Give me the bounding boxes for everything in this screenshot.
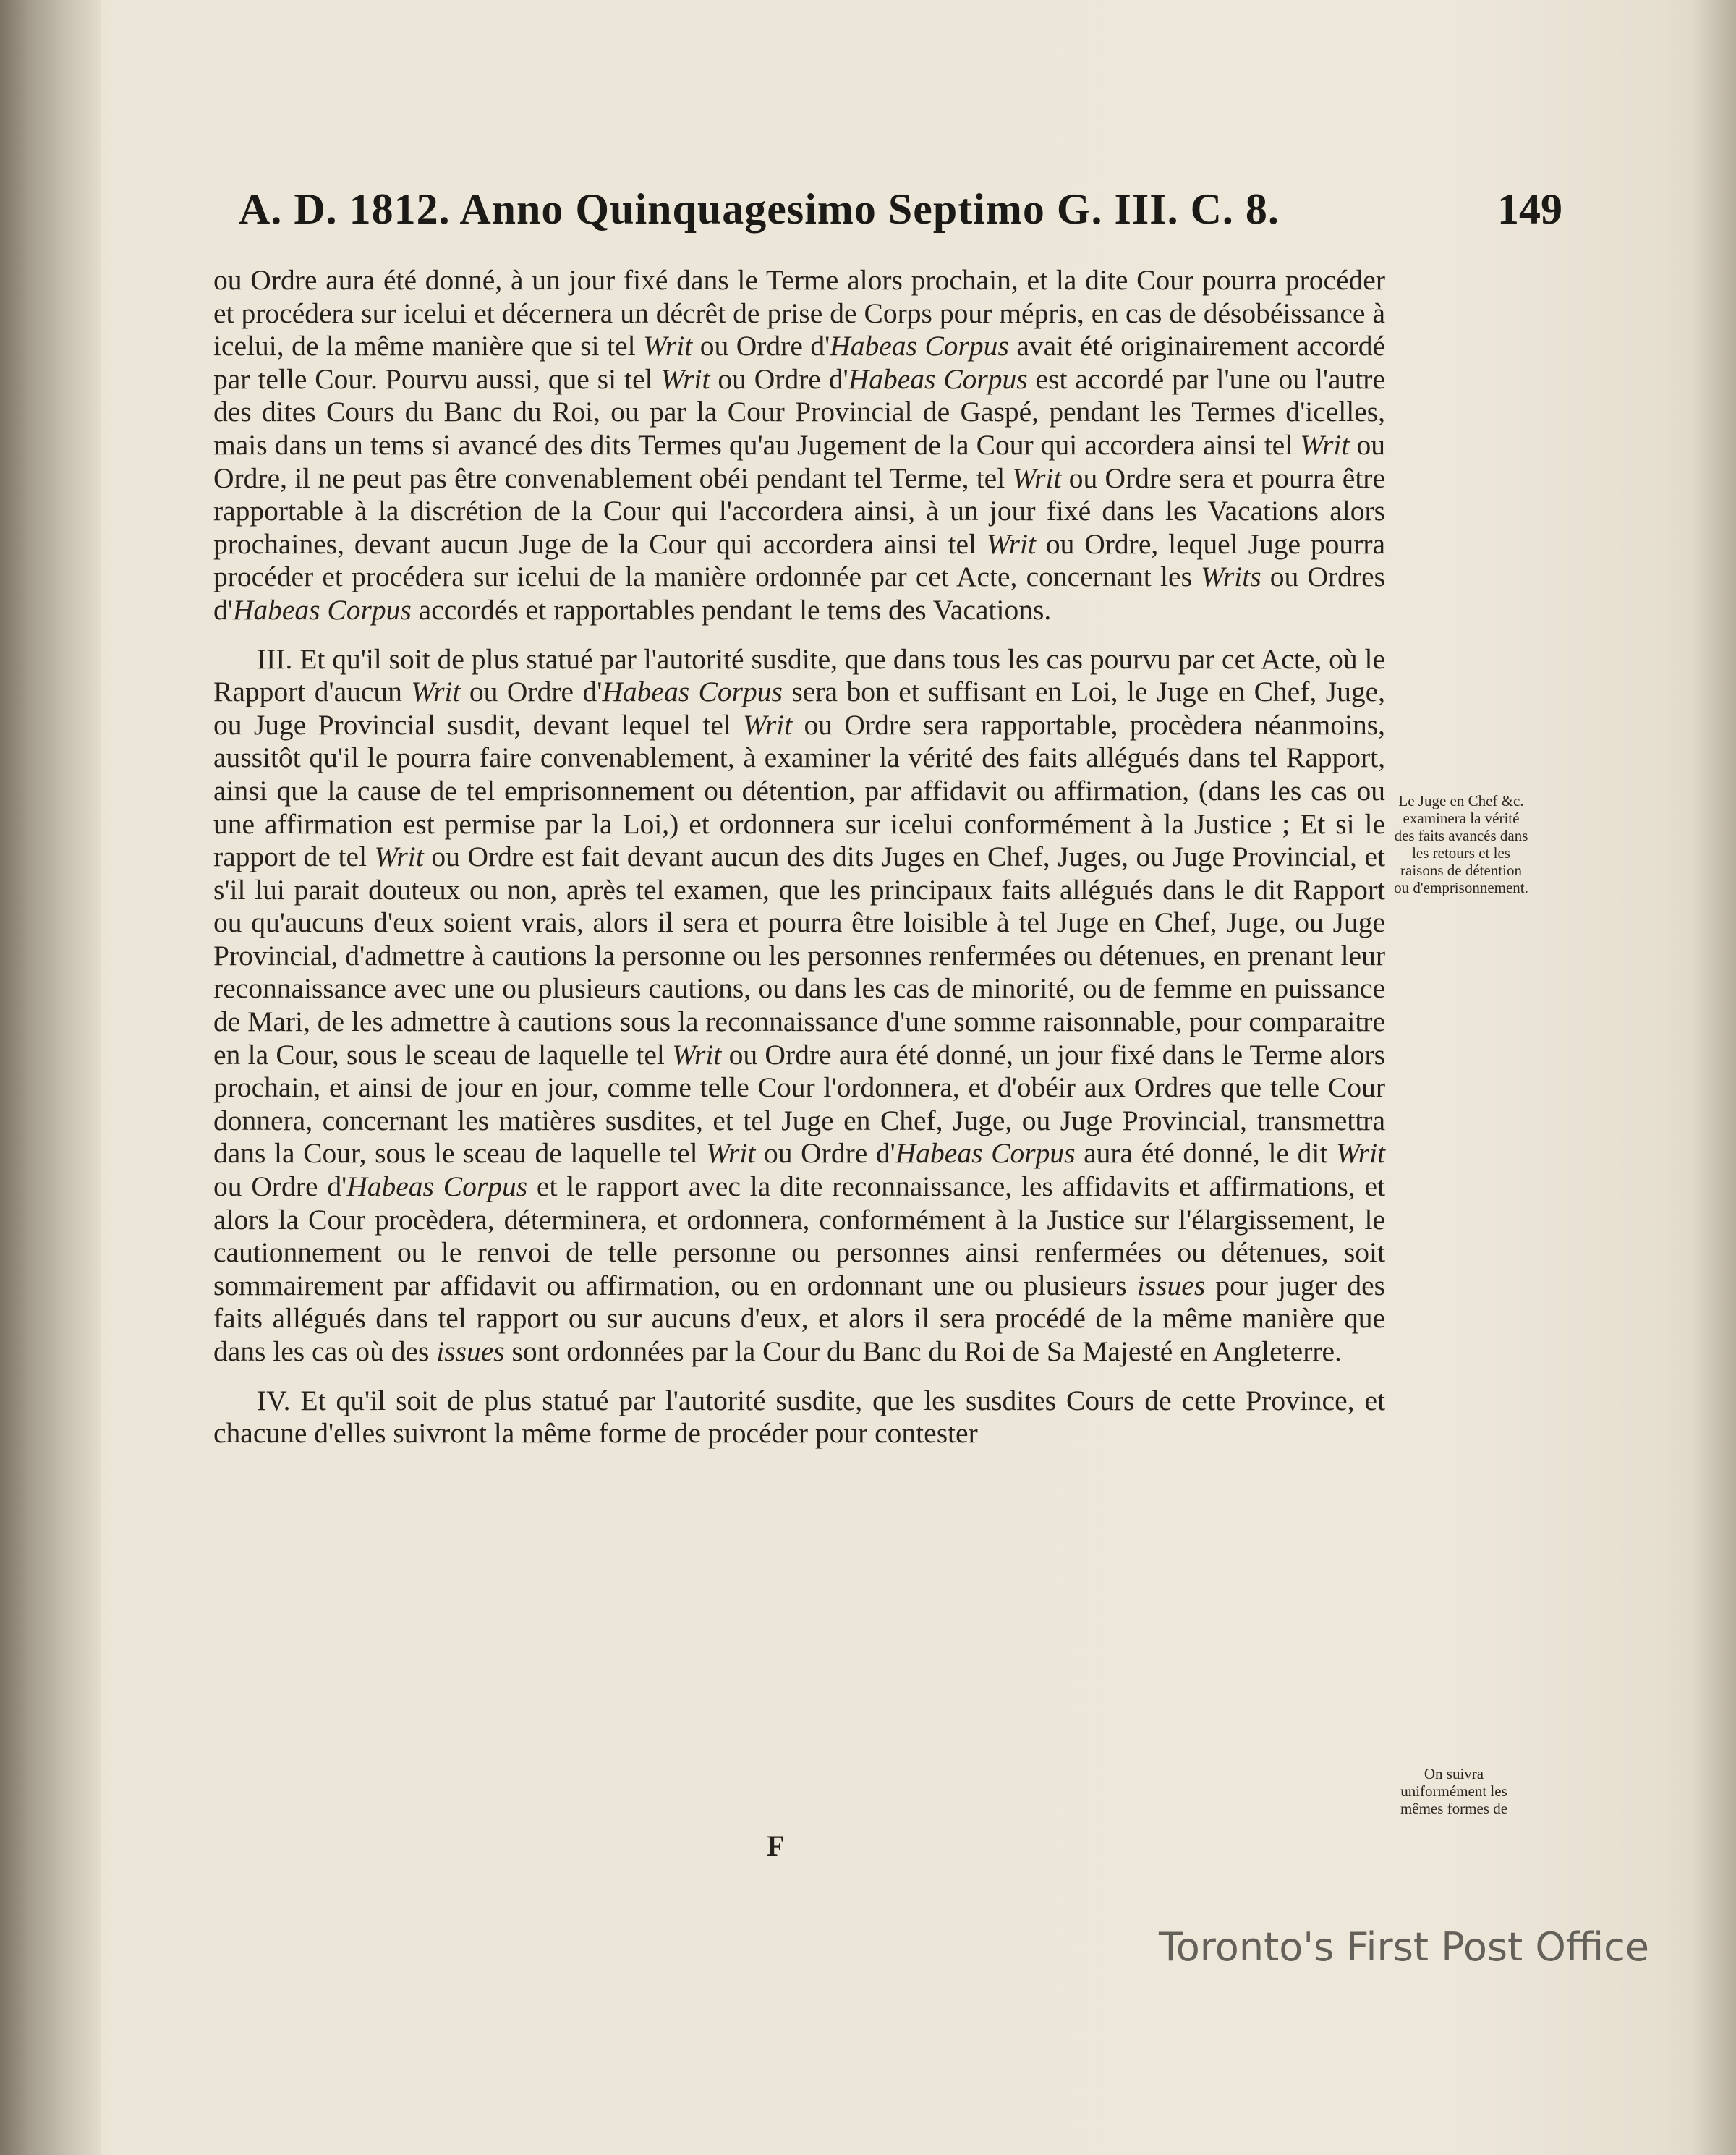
page-number: 149 [1497,185,1562,233]
body-text [213,264,1385,1450]
margin-note-formes: On suivra uniformément les mêmes formes de [1400,1765,1508,1817]
signature-mark: F [767,1829,785,1862]
paragraph-section-iii: III. Et qu'il soit de plus statué par l'autorité susdite, que dans tous les cas pourvu par cet Acte, où le Rapport d'aucun Writ ou Ordre d'Habeas Corpus sera bon et suffisant en Loi, le Juge en Chef, Juge, ou Juge Provincial susdit, devant lequel tel Writ ou Ordre sera rapportable, procèdera néanmoins, aussitôt qu'il le pourra faire convenablement, à examiner la vérité des faits allégués dans tel Rapport, ainsi que la cause de tel emprisonnement ou détention, par affidavit ou affirmation, (dans les cas ou une affirmation est permise par la Loi,) et ordonnera sur icelui conformément à la Justice ; Et si le rapport de tel Writ ou Ordre est fait devant aucun des dits Juges en Chef, Juges, ou Juge Provincial, et s'il lui parait douteux ou non, après tel examen, que les principaux faits allégués dans le dit Rapport ou qu'aucuns d'eux soient vrais, alors il sera et pourra être loisible à tel Juge en Chef, Juge, ou Juge Provincial, d'admettre à cautions la personne ou les personnes renfermées ou détenues, en prenant leur reconnaissance avec une ou plusieurs cautions, ou dans les cas de minorité, ou de femme en puissance de Mari, de les admettre à cautions sous la reconnaissance d'une somme raisonnable, pour comparaitre en la Cour, sous le sceau de laquelle tel Writ ou Ordre aura été donné, un jour fixé dans le Terme alors prochain, et ainsi de jour en jour, comme telle Cour l'ordonnera, et d'obéir aux Ordres que telle Cour donnera, concernant les matières susdites, et tel Juge en Chef, Juge, ou Juge Provincial, transmettra dans la Cour, sous le sceau de laquelle tel Writ ou Ordre d'Habeas Corpus aura été donné, le dit Writ ou Ordre d'Habeas Corpus et le rapport avec la dite reconnaissance, les affidavits et affirmations, et alors la Cour procèdera, déterminera, et ordonnera, conformément à la Justice sur l'élargissement, le cautionnement ou le renvoi de telle personne ou personnes ainsi renfermées ou détenues, soit sommairement par affidavit ou affirmation, ou en ordonnant une ou plusieurs issues pour juger des faits allégués dans tel rapport ou sur aucuns d'eux, et alors il sera procédé de la même manière que dans les cas où des issues sont ordonnées par la Cour du Banc du Roi de Sa Majesté en Angleterre. [213,642,1386,1367]
running-title: A. D. 1812. Anno Quinquagesimo Septimo G. III. C. 8. [239,185,1280,233]
page-edge-shadow [1693,0,1736,2155]
paragraph-section-iv: IV. Et qu'il soit de plus statué par l'autorité susdite, que les susdites Cours de cette Province, et chacune d'elles suivront la même forme de procéder pour contester [213,1384,1385,1450]
book-gutter-shadow [0,0,101,2155]
margin-note-juge: Le Juge en Chef &c. examinera la vérité des faits avancés dans les retours et les raisons de détention ou d'emprisonnement. [1394,792,1528,896]
watermark: Toronto's First Post Office [1158,1924,1649,1970]
running-header [239,184,1562,250]
paragraph-continuation: ou Ordre aura été donné, à un jour fixé dans le Terme alors prochain, et la dite Cour pourra procéder et procédera sur icelui et décernera un décrêt de prise de Corps pour mépris, en cas de désobéissance à icelui, de la même manière que si tel Writ ou Ordre d'Habeas Corpus avait été originairement accordé par telle Cour. Pourvu aussi, que si tel Writ ou Ordre d'Habeas Corpus est accordé par l'une ou l'autre des dites Cours du Banc du Roi, ou par la Cour Provincial de Gaspé, pendant les Termes d'icelles, mais dans un tems si avancé des dits Termes qu'au Jugement de la Cour qui accordera ainsi tel Writ ou Ordre, il ne peut pas être convenablement obéi pendant tel Terme, tel Writ ou Ordre sera et pourra être rapportable à la discrétion de la Cour qui l'accordera ainsi, à un jour fixé dans les Vacations alors prochaines, devant aucun Juge de la Cour qui accordera ainsi tel Writ ou Ordre, lequel Juge pourra procéder et procédera sur icelui de la manière ordonnée par cet Acte, concernant les Writs ou Ordres d'Habeas Corpus accordés et rapportables pendant le tems des Vacations. [213,264,1386,626]
